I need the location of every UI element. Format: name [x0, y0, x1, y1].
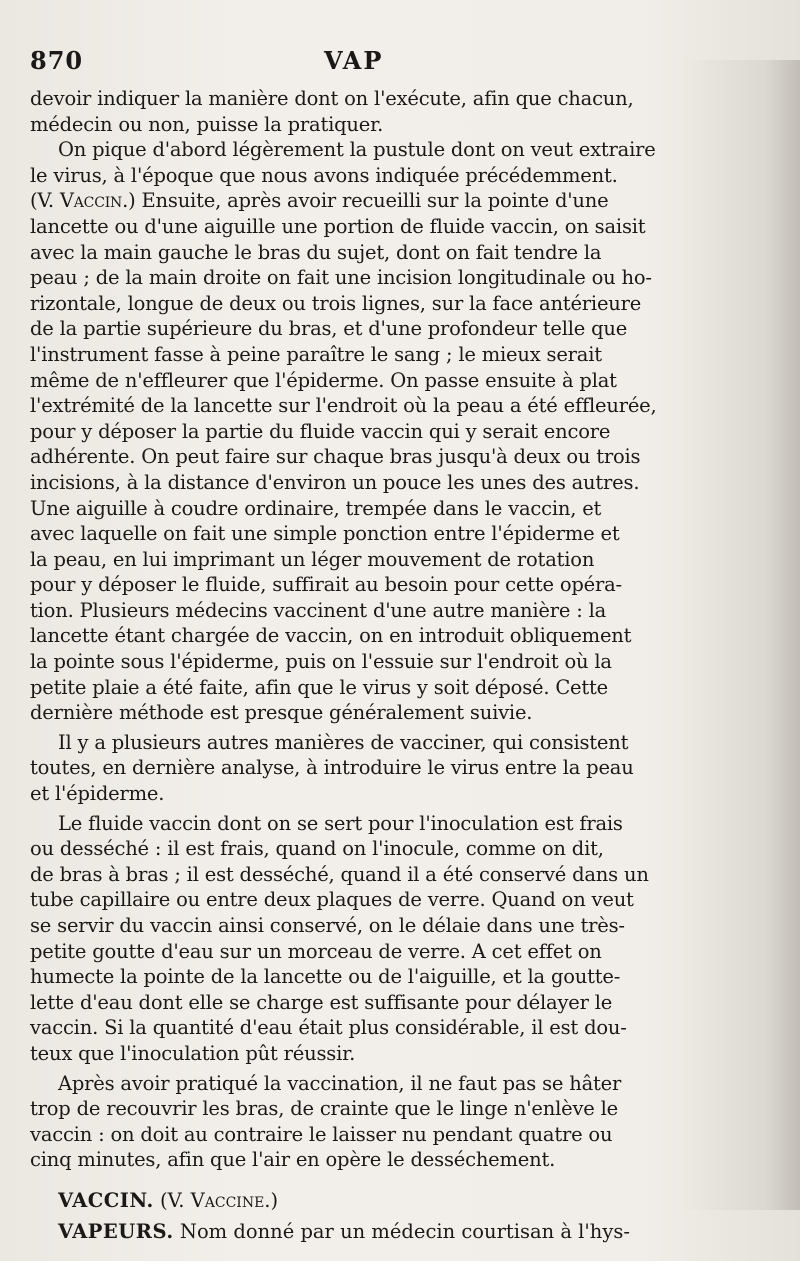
text-line: trop de recouvrir les bras, de crainte que le linge n'enlève le	[30, 1097, 618, 1121]
page-edge-shadow	[680, 60, 800, 1210]
entry-headword: VACCIN.	[58, 1188, 154, 1212]
text-line: lancette étant chargée de vaccin, on en introduit obliquement	[30, 624, 632, 648]
text-line: dernière méthode est presque généralement suivie.	[30, 701, 533, 725]
text-line: même de n'effleurer que l'épiderme. On passe ensuite à plat	[30, 368, 617, 392]
text-line: de la partie supérieure du bras, et d'une profondeur telle que	[30, 317, 628, 341]
text-line: teux que l'inoculation pût réussir.	[30, 1041, 356, 1065]
text-line: cinq minutes, afin que l'air en opère le desséchement.	[30, 1148, 556, 1172]
text-line: de bras à bras ; il est desséché, quand il a été conservé dans un	[30, 862, 649, 886]
cross-reference-word: Vaccine	[190, 1188, 265, 1212]
paragraph-2	[30, 137, 678, 726]
text-line: l'instrument fasse à peine paraître le sang ; le mieux serait	[30, 342, 602, 366]
text-line: humecte la pointe de la lancette ou de l'aiguille, et la goutte-	[30, 965, 621, 989]
text-line: On pique d'abord légèrement la pustule dont on veut extraire	[58, 138, 656, 162]
text-line: ou desséché : il est frais, quand on l'inocule, comme on dit,	[30, 837, 604, 861]
text-line: Le fluide vaccin dont on se sert pour l'inoculation est frais	[58, 811, 623, 835]
text-line: vaccin. Si la quantité d'eau était plus considérable, il est dou-	[30, 1016, 627, 1040]
page-header	[30, 46, 670, 78]
text-line: adhérente. On peut faire sur chaque bras jusqu'à deux ou trois	[30, 445, 641, 469]
cross-reference-open: (V.	[30, 189, 60, 213]
text-line: devoir indiquer la manière dont on l'exécute, afin que chacun,	[30, 87, 634, 110]
page-number: 870	[30, 46, 84, 75]
text-line: toutes, en dernière analyse, à introduire le virus entre la peau	[30, 756, 634, 780]
text-line: pour y déposer le fluide, suffirait au besoin pour cette opéra-	[30, 573, 622, 597]
text-line: pour y déposer la partie du fluide vaccin qui y serait encore	[30, 419, 611, 443]
paragraph-3	[30, 730, 678, 807]
text-line: tion. Plusieurs médecins vaccinent d'une autre manière : la	[30, 598, 607, 622]
text-line: vaccin : on doit au contraire le laisser nu pendant quatre ou	[30, 1122, 613, 1146]
text-line: Après avoir pratiqué la vaccination, il ne faut pas se hâter	[58, 1071, 622, 1095]
text-line: Ensuite, après avoir recueilli sur la pointe d'une	[141, 189, 609, 213]
entry-vaccin	[30, 1187, 678, 1214]
cross-reference-close: .)	[264, 1188, 279, 1212]
entry-line	[30, 1218, 678, 1245]
entry-vapeurs	[30, 1218, 678, 1245]
paragraph-4	[30, 811, 678, 1067]
text-line: lette d'eau dont elle se charge est suffisante pour délayer le	[30, 990, 613, 1014]
cross-reference-open: (V.	[159, 1188, 191, 1212]
entry-headword: VAPEURS.	[58, 1219, 174, 1243]
cross-reference-word: Vaccin	[59, 189, 123, 213]
text-line: petite plaie a été faite, afin que le virus y soit déposé. Cette	[30, 675, 609, 699]
text-line: rizontale, longue de deux ou trois lignes, sur la face antérieure	[30, 291, 642, 315]
text-line: incisions, à la distance d'environ un pouce les unes des autres.	[30, 470, 640, 494]
text-line: et l'épiderme.	[30, 782, 165, 806]
paragraph-5	[30, 1071, 678, 1173]
text-line: la peau, en lui imprimant un léger mouvement de rotation	[30, 547, 595, 571]
text-line: avec laquelle on fait une simple ponction entre l'épiderme et	[30, 522, 620, 546]
text-line: le virus, à l'époque que nous avons indiquée précédemment.	[30, 163, 618, 187]
text-line: tube capillaire ou entre deux plaques de verre. Quand on veut	[30, 888, 634, 912]
text-line: se servir du vaccin ainsi conservé, on le délaie dans une très-	[30, 914, 625, 937]
text-line: Il y a plusieurs autres manières de vacciner, qui consistent	[58, 730, 629, 754]
body-text	[30, 86, 678, 1245]
text-line: médecin ou non, puisse la pratiquer.	[30, 112, 384, 136]
text-line-with-cross-reference	[30, 188, 678, 214]
entry-line	[30, 1187, 678, 1214]
text-line: peau ; de la main droite on fait une incision longitudinale ou ho-	[30, 266, 652, 290]
text-line: avec la main gauche le bras du sujet, dont on fait tendre la	[30, 240, 602, 264]
text-line: petite goutte d'eau sur un morceau de verre. A cet effet on	[30, 939, 602, 963]
text-line: lancette ou d'une aiguille une portion de fluide vaccin, on saisit	[30, 214, 646, 238]
entry-text: Nom donné par un médecin courtisan à l'hys-	[179, 1219, 630, 1243]
text-line: l'extrémité de la lancette sur l'endroit où la peau a été effleurée,	[30, 394, 657, 418]
cross-reference-close: .)	[122, 189, 142, 213]
text-line: la pointe sous l'épiderme, puis on l'essuie sur l'endroit où la	[30, 650, 612, 674]
running-head: VAP	[324, 46, 384, 75]
text-line: Une aiguille à coudre ordinaire, trempée dans le vaccin, et	[30, 496, 602, 520]
paragraph-1	[30, 86, 678, 137]
